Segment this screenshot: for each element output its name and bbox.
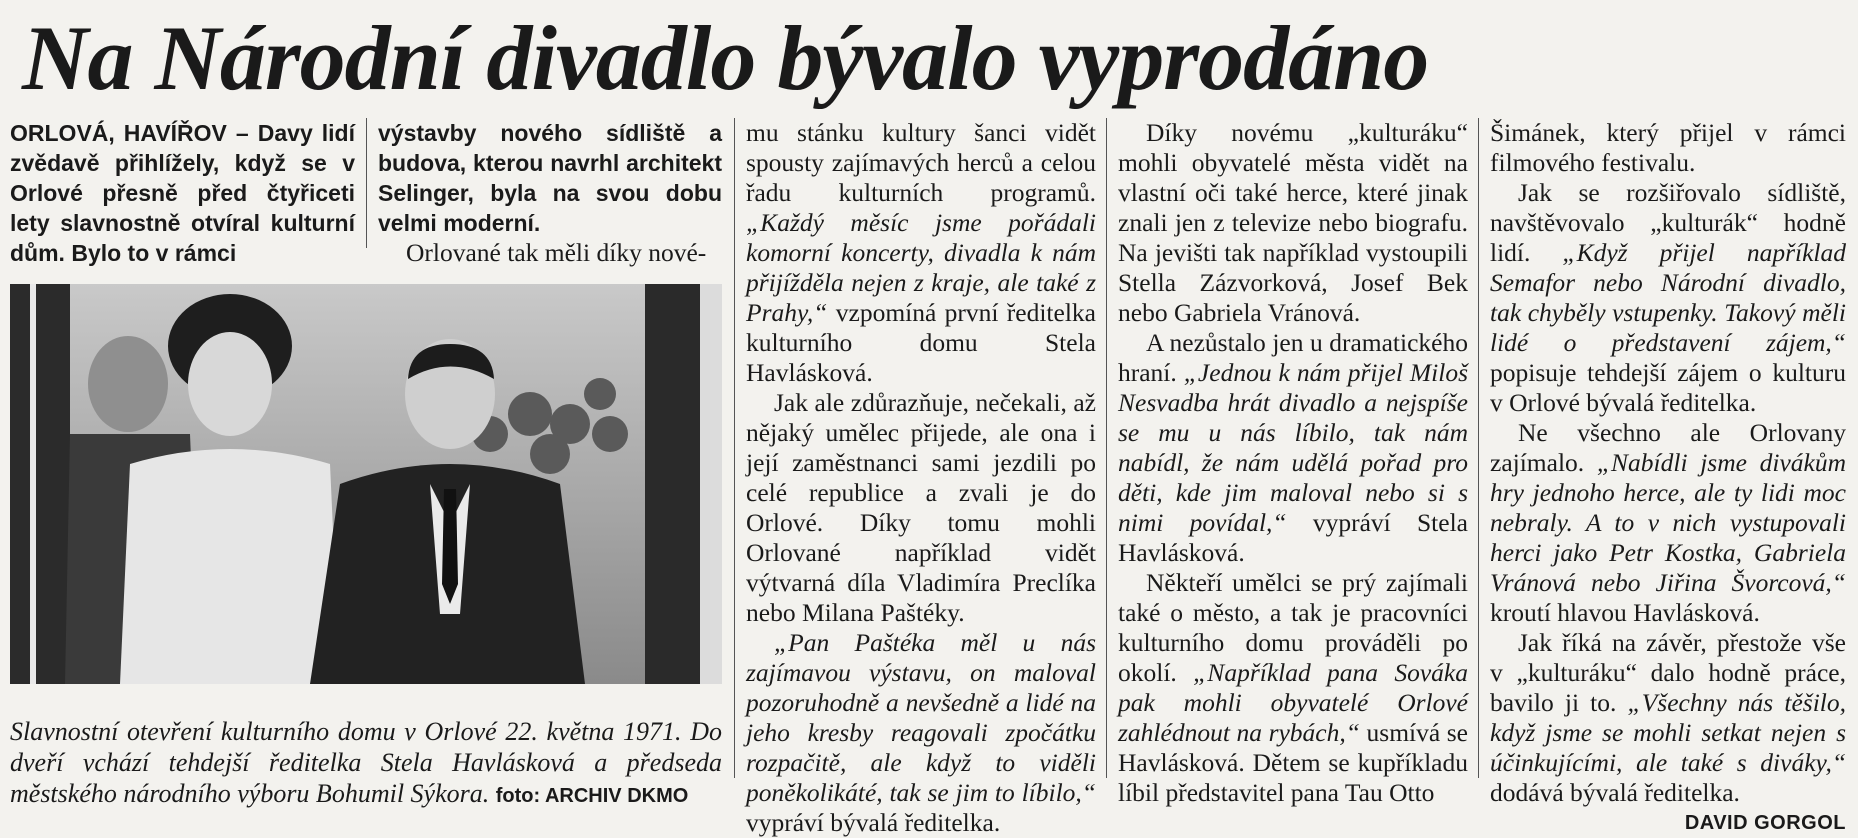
body-paragraph xyxy=(746,628,1096,838)
body-paragraph xyxy=(1490,628,1846,808)
quote: „Všechny nás těšilo, když jsme se mohli setkat nejen s účinkujícími, ale také s diváky,“ xyxy=(1490,688,1846,777)
column-5 xyxy=(1490,118,1846,838)
lead-paragraph-part-1 xyxy=(10,118,355,268)
body-paragraph xyxy=(1118,328,1468,568)
text-run: vypráví bývalá ředitelka. xyxy=(746,808,1001,837)
text-run: A nezůstalo jen u dramatického hraní. xyxy=(1118,328,1468,387)
quote: „Například pana Sováka pak mohli obyvatelé Orlové zahlédnout na rybách,“ xyxy=(1118,658,1468,747)
quote: „Jednou k nám přijel Miloš Nesvadba hrát divadlo a nejspíše se mu u nás líbilo, tak nám nabídl, že nám udělá pořad pro děti, kde jim maloval nebo si s nimi povídal,“ xyxy=(1118,358,1468,537)
body-paragraph: Šimánek, který přijel v rámci filmového festivalu. xyxy=(1490,118,1846,177)
body-paragraph: Jak ale zdůrazňuje, nečekali, až nějaký umělec přijede, ale ona i její zaměstnanci sami jezdili po celé republice a zvali je do Orlové. Díky tomu mohli Orlované například vidět výtvarná díla Vladimíra Preclíka nebo Milana Paštéky. xyxy=(746,388,1096,627)
body-paragraph xyxy=(1490,178,1846,418)
body-paragraph xyxy=(1490,418,1846,628)
photo-credit: foto: ARCHIV DKMO xyxy=(495,785,689,807)
photo-caption xyxy=(10,716,722,812)
text-run: vzpomíná první ředitelka kulturního domu Stela Havlásková. xyxy=(746,298,1096,387)
dateline: ORLOVÁ, HAVÍŘOV – xyxy=(10,120,258,146)
quote: „Když přijel například Semafor nebo Národní divadlo, tak chyběly vstupenky. Takový měli lidé o představení zájem,“ xyxy=(1490,238,1846,357)
body-paragraph: Díky novému „kulturáku“ mohli obyvatelé města vidět na vlastní oči také herce, které jinak znali jen z televize nebo biografu. Na jevišti tak například vystoupili Stella Zázvorková, Josef Bek nebo Gabriela Vránová. xyxy=(1118,118,1468,327)
body-paragraph xyxy=(746,118,1096,388)
text-run: Někteří umělci se prý zajímali také o město, a tak je pracovníci kulturního domu prováděli po okolí. xyxy=(1118,568,1468,687)
archive-photo xyxy=(10,284,722,684)
text-run: dodává bývalá ředitelka. xyxy=(1490,778,1740,807)
column-3 xyxy=(746,118,1096,838)
column-1 xyxy=(10,118,355,268)
lead-paragraph-part-2: výstavby nového sídliště a budova, kterou navrhl architekt Selinger, byla na svou dobu velmi moderní. xyxy=(378,120,722,236)
text-run: vypráví Stela Havlásková. xyxy=(1118,508,1468,567)
column-2 xyxy=(378,118,722,268)
photo-illustration xyxy=(10,284,722,684)
column-divider xyxy=(366,118,367,248)
lead-text-1: Davy lidí zvědavě přihlížely, když se v Orlové přesně před čtyřiceti lety slavnostně otvíral kulturní dům. Bylo to v rámci xyxy=(10,120,355,266)
text-run: popisuje tehdejší zájem o kulturu v Orlové bývalá ředitelka. xyxy=(1490,358,1846,417)
column-divider xyxy=(1478,118,1479,778)
quote: „Pan Paštéka měl u nás zajímavou výstavu, on maloval pozoruhodně a nevšedně a lidé na jeho kresby reagovali zpočátku rozpačitě, ale když to viděli poněkolikáté, tak se jim to líbilo,“ xyxy=(746,628,1096,807)
quote: „Každý měsíc jsme pořádali komorní koncerty, divadla k nám přijížděla nejen z kraje, ale také z Prahy,“ xyxy=(746,208,1096,327)
author-byline: DAVID GORGOL xyxy=(1684,812,1846,834)
text-run: Ne všechno ale Orlovany zajímalo. xyxy=(1490,418,1846,477)
quote: „Nabídli jsme divákům hry jednoho herce, ale ty lidi moc nebraly. A to v nich vystupovali herci jako Petr Kostka, Gabriela Vránová nebo Jiřina Švorcová,“ xyxy=(1490,448,1846,597)
text-run: mu stánku kultury šanci vidět spousty zajímavých herců a celou řadu kulturních programů. xyxy=(746,118,1096,207)
headline: Na Národní divadlo bývalo vyprodáno xyxy=(22,7,1429,109)
text-run: kroutí hlavou Havlásková. xyxy=(1490,598,1760,627)
caption-text: Slavnostní otevření kulturního domu v Orlové 22. května 1971. Do dveří vchází tehdejší ředitelka Stela Havlásková a předseda městského národního výboru Bohumil Sýkora. xyxy=(10,717,722,808)
column-divider xyxy=(734,118,735,778)
body-paragraph: Orlované tak měli díky nové- xyxy=(406,238,707,267)
text-run: usmívá se Havlásková. Dětem se kupříkladu líbil představitel pana Tau Otto xyxy=(1118,718,1468,807)
body-paragraph xyxy=(1118,568,1468,808)
text-run: Jak se rozšiřovalo sídliště, navštěvovalo „kulturák“ hodně lidí. xyxy=(1490,178,1846,267)
text-run: Jak říká na závěr, přestože vše v „kulturáku“ dalo hodně práce, bavilo ji to. xyxy=(1490,628,1846,717)
column-4 xyxy=(1118,118,1468,808)
column-divider xyxy=(1106,118,1107,778)
